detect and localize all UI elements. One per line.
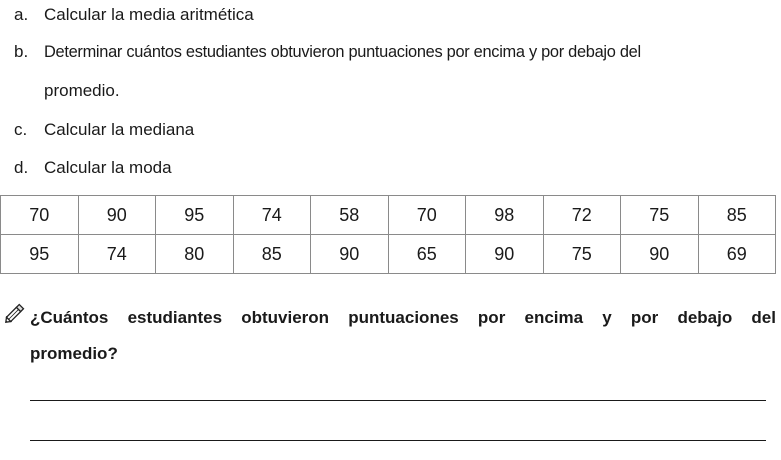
table-cell: 65 <box>388 235 466 274</box>
list-item-b-continuation <box>44 80 244 102</box>
question-text-continuation: promedio? <box>30 344 118 363</box>
list-item-text: promedio. <box>44 81 120 100</box>
table-cell: 58 <box>311 196 389 235</box>
table-cell: 98 <box>466 196 544 235</box>
table-cell: 74 <box>233 196 311 235</box>
table-cell: 70 <box>1 196 79 235</box>
table-cell: 80 <box>156 235 234 274</box>
list-item-text: Calcular la media aritmética <box>44 5 254 24</box>
table-cell: 75 <box>621 196 699 235</box>
list-item-text: Determinar cuántos estudiantes obtuvieron puntuaciones por encima y por debajo del <box>44 43 641 61</box>
list-item-text: Calcular la moda <box>44 158 172 177</box>
table-cell: 72 <box>543 196 621 235</box>
table-row <box>1 196 776 235</box>
table-row <box>1 235 776 274</box>
list-item-text: Calcular la mediana <box>44 120 195 139</box>
table-cell: 69 <box>698 235 776 274</box>
list-item-b <box>14 41 779 63</box>
list-item-letter: a. <box>14 5 29 24</box>
list-item-d <box>14 157 774 179</box>
table-cell: 90 <box>311 235 389 274</box>
table-cell: 74 <box>78 235 156 274</box>
answer-line[interactable] <box>30 440 766 441</box>
list-item-c <box>14 119 774 141</box>
table-cell: 90 <box>78 196 156 235</box>
table-cell: 95 <box>1 235 79 274</box>
table-cell: 75 <box>543 235 621 274</box>
table-cell: 85 <box>698 196 776 235</box>
list-item-letter: b. <box>14 42 29 61</box>
table-cell: 85 <box>233 235 311 274</box>
pencil-icon <box>2 300 28 326</box>
table-cell: 90 <box>621 235 699 274</box>
table-cell: 90 <box>466 235 544 274</box>
answer-line[interactable] <box>30 400 766 401</box>
list-item-letter: d. <box>14 158 29 177</box>
table-cell: 70 <box>388 196 466 235</box>
list-item-letter: c. <box>14 120 28 139</box>
table-cell: 95 <box>156 196 234 235</box>
question-text: ¿Cuántos estudiantes obtuvieron puntuaciones por encima y por debajo del <box>30 308 776 327</box>
scores-table <box>0 195 776 274</box>
list-item-a <box>14 4 774 26</box>
